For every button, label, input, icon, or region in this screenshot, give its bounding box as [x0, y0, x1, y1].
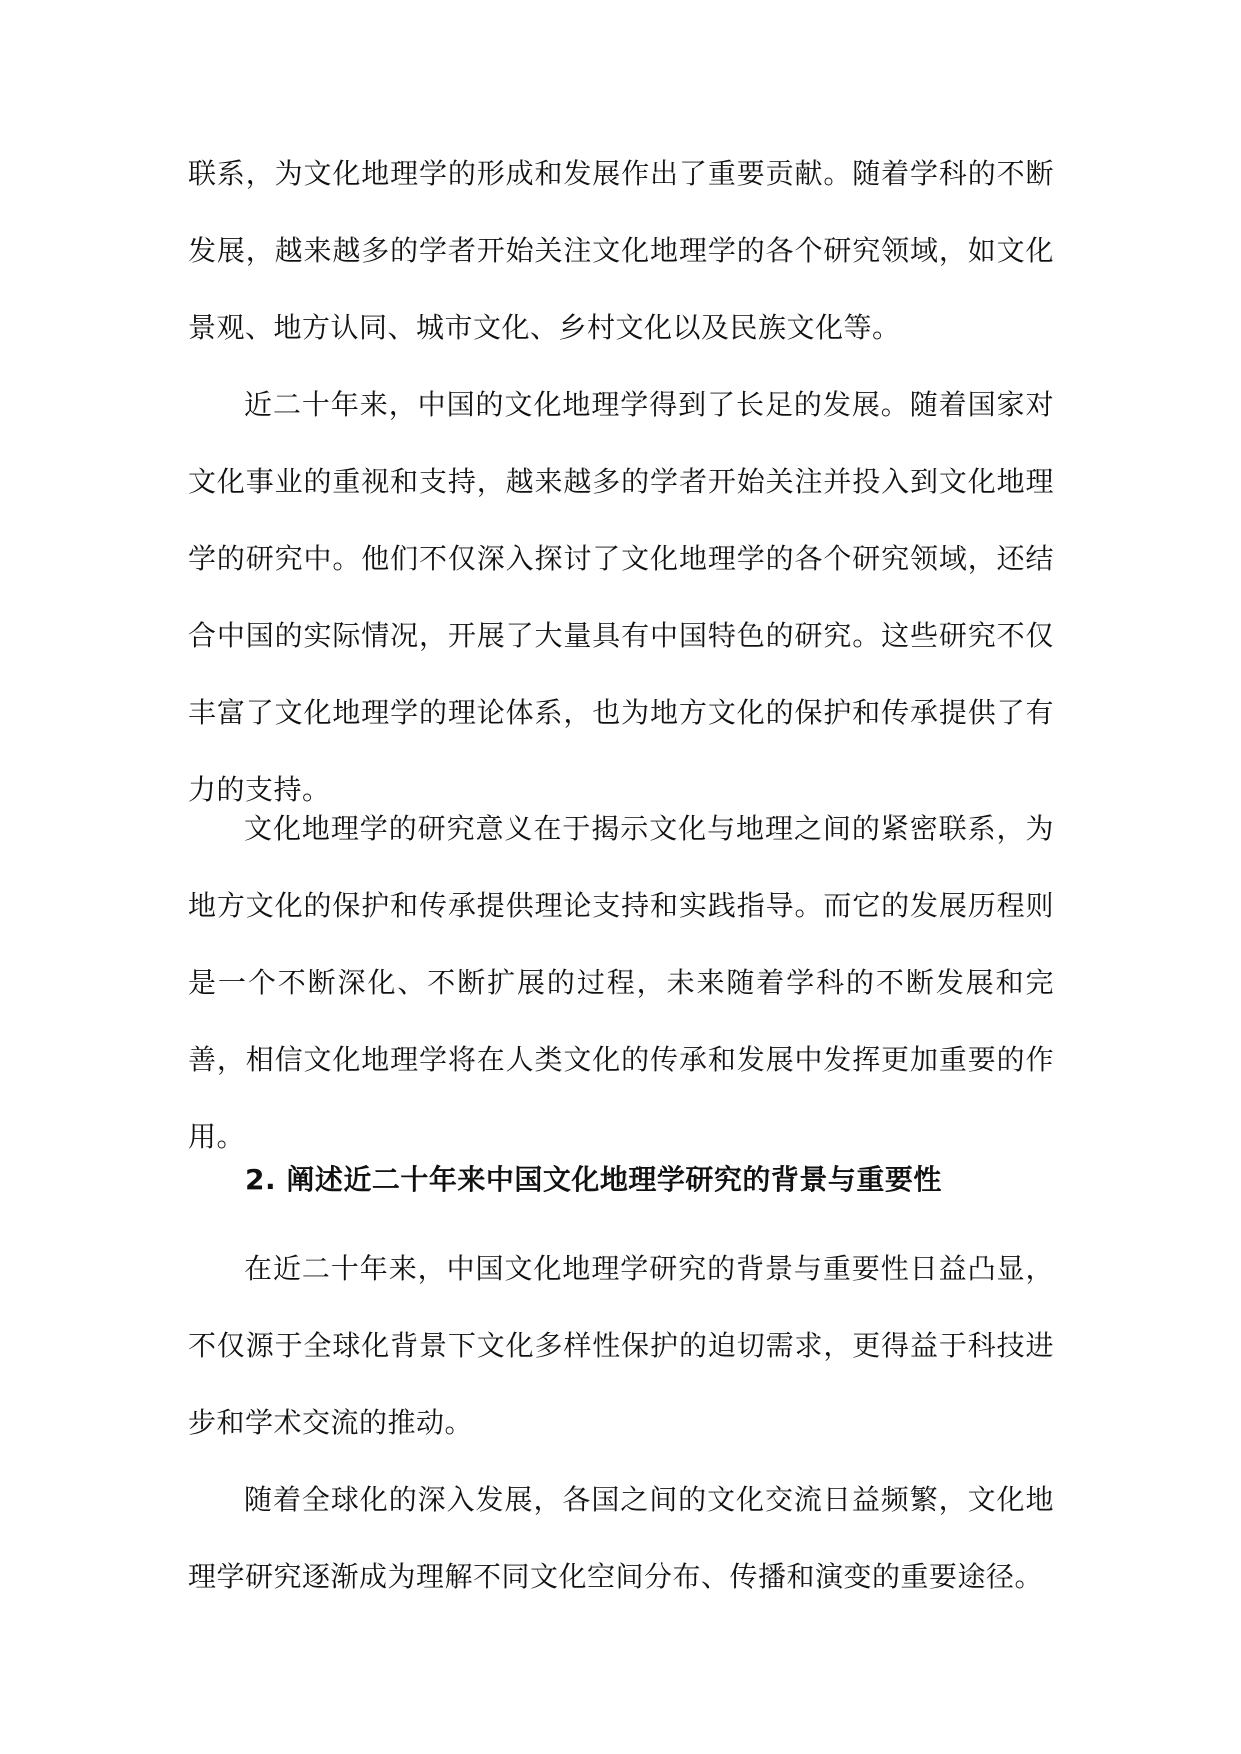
- paragraph: 文化地理学的研究意义在于揭示文化与地理之间的紧密联系，为地方文化的保护和传承提供理论支持和实践指导。而它的发展历程则是一个不断深化、不断扩展的过程，未来随着学科的不断发展和完善，相信文化地理学将在人类文化的传承和发展中发挥更加重要的作用。: [188, 812, 1054, 1153]
- paragraph: 随着全球化的深入发展，各国之间的文化交流日益频繁，文化地理学研究逐渐成为理解不同文化空间分布、传播和演变的重要途径。: [188, 1483, 1054, 1593]
- paragraph: 近二十年来，中国的文化地理学得到了长足的发展。随着国家对文化事业的重视和支持，越来越多的学者开始关注并投入到文化地理学的研究中。他们不仅深入探讨了文化地理学的各个研究领域，还结合中国的实际情况，开展了大量具有中国特色的研究。这些研究不仅丰富了文化地理学的理论体系，也为地方文化的保护和传承提供了有力的支持。: [188, 388, 1054, 806]
- paragraph: 在近二十年来，中国文化地理学研究的背景与重要性日益凸显，不仅源于全球化背景下文化多样性保护的迫切需求，更得益于科技进步和学术交流的推动。: [188, 1252, 1054, 1439]
- section-heading: 2. 阐述近二十年来中国文化地理学研究的背景与重要性: [245, 1163, 942, 1196]
- paragraph: 联系，为文化地理学的形成和发展作出了重要贡献。随着学科的不断发展，越来越多的学者开始关注文化地理学的各个研究领域，如文化景观、地方认同、城市文化、乡村文化以及民族文化等。: [188, 157, 1054, 344]
